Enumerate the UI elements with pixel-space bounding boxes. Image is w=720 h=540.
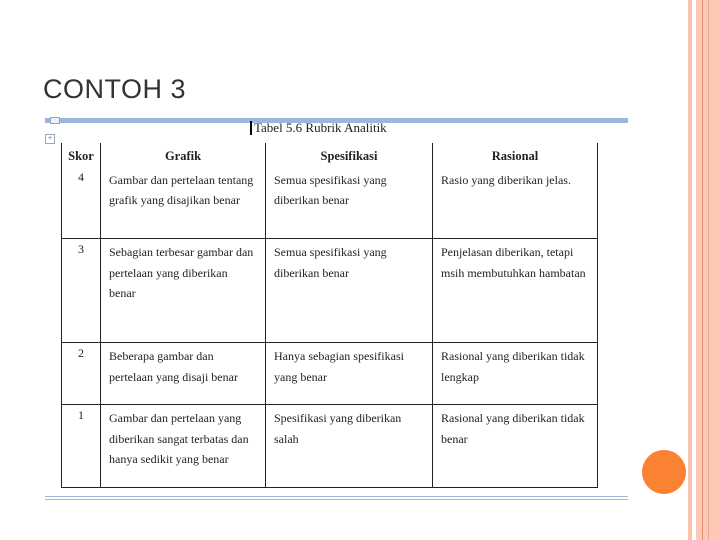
- document-bottom-rule: [45, 496, 628, 500]
- cell-rasional: Rasional yang diberikan tidak lengkap: [433, 343, 598, 405]
- cell-spesifikasi: Hanya sebagian spesifikasi yang benar: [266, 343, 433, 405]
- rubric-table: [61, 143, 598, 488]
- cell-grafik: Gambar dan pertelaan yang diberikan sangat terbatas dan hanya sedikit yang benar: [101, 405, 266, 488]
- cell-rasional: Rasional yang diberikan tidak benar: [433, 405, 598, 488]
- cell-spesifikasi: Semua spesifikasi yang diberikan benar: [266, 239, 433, 343]
- cell-grafik: Gambar dan pertelaan tentang grafik yang disajikan benar: [101, 167, 266, 239]
- decor-stripe: [688, 0, 692, 540]
- decor-circle: [642, 450, 686, 494]
- table-row: [62, 405, 598, 488]
- header-skor: Skor: [62, 143, 101, 167]
- cell-skor: 2: [62, 343, 101, 405]
- decor-stripe: [702, 0, 703, 540]
- table-caption: Tabel 5.6 Rubrik Analitik: [250, 121, 387, 135]
- cell-grafik: Beberapa gambar dan pertelaan yang disaji benar: [101, 343, 266, 405]
- cell-skor: 3: [62, 239, 101, 343]
- header-spesifikasi: Spesifikasi: [266, 143, 433, 167]
- cell-spesifikasi: Spesifikasi yang diberikan salah: [266, 405, 433, 488]
- cell-skor: 1: [62, 405, 101, 488]
- cell-rasional: Rasio yang diberikan jelas.: [433, 167, 598, 239]
- cell-skor: 4: [62, 167, 101, 239]
- table-row: [62, 239, 598, 343]
- decor-stripe: [708, 0, 709, 540]
- cell-spesifikasi: Semua spesifikasi yang diberikan benar: [266, 167, 433, 239]
- table-move-handle-icon[interactable]: +: [45, 134, 55, 144]
- cell-rasional: Penjelasan diberikan, tetapi msih membutuhkan hambatan: [433, 239, 598, 343]
- header-rasional: Rasional: [433, 143, 598, 167]
- cell-grafik: Sebagian terbesar gambar dan pertelaan yang diberikan benar: [101, 239, 266, 343]
- table-row: [62, 343, 598, 405]
- header-grafik: Grafik: [101, 143, 266, 167]
- ruler-marker: [50, 117, 60, 124]
- slide-title: CONTOH 3: [43, 74, 187, 104]
- table-row: [62, 167, 598, 239]
- table-header-row: [62, 143, 598, 167]
